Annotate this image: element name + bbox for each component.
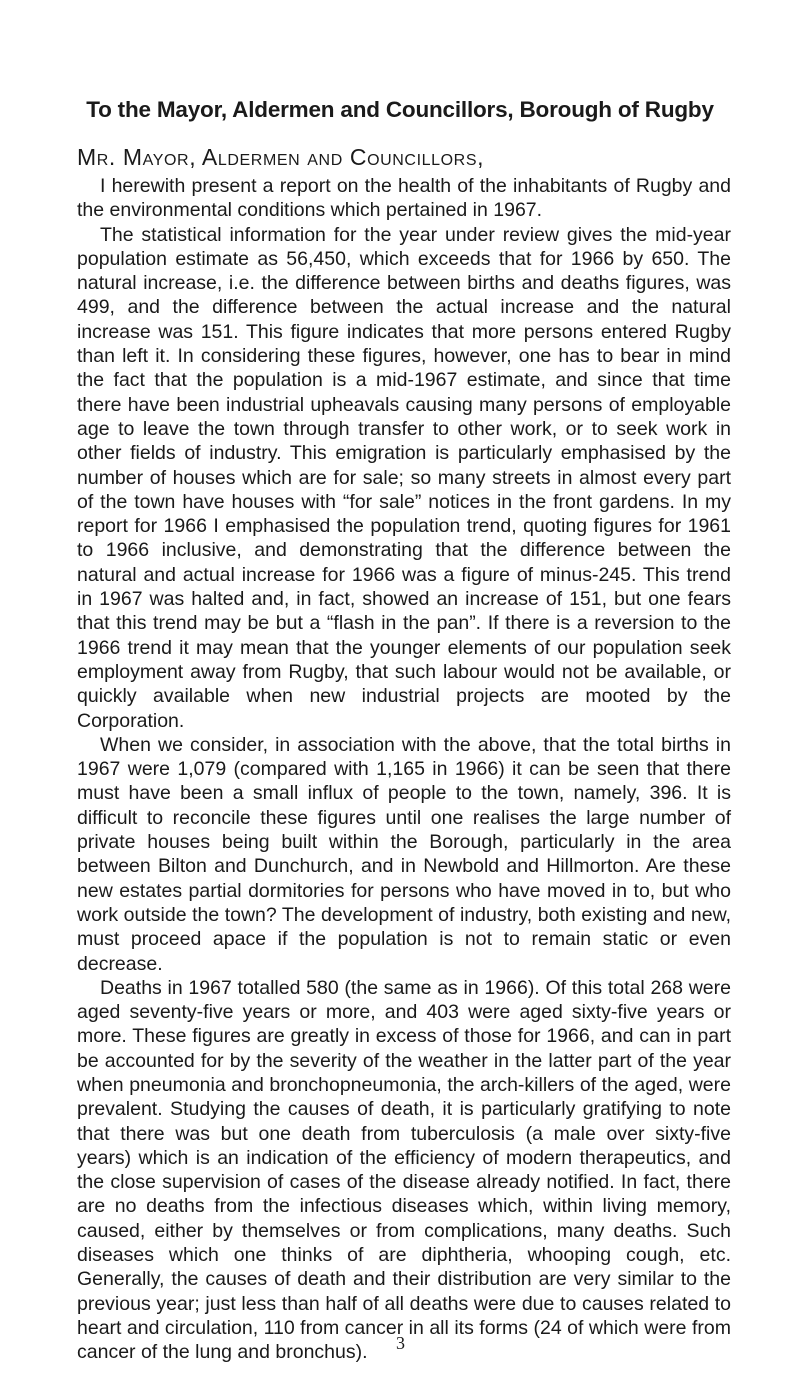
report-body: [77, 174, 731, 1365]
paragraph-introduction: I herewith present a report on the health of the inhabitants of Rugby and the environmental conditions which pertained in 1967.: [77, 175, 731, 222]
page-title: To the Mayor, Aldermen and Councillors, Borough of Rugby: [86, 97, 714, 122]
page-number: 3: [396, 1333, 405, 1353]
paragraph-births: When we consider, in association with the above, that the total births in 1967 were 1,079 (compared with 1,165 in 1966) it can be seen that there must have been a small influx of people to the town, namely, 396. It is difficult to reconcile these figures until one realises the large number of private houses being built within the Borough, particularly in the area between Bilton and Dunchurch, and in Newbold and Hillmorton. Are these new estates partial dormitories for persons who have moved in to, but who work outside the town? The development of industry, both existing and new, must proceed apace if the population is not to remain static or even decrease.: [77, 733, 731, 975]
paragraph-deaths: Deaths in 1967 totalled 580 (the same as in 1966). Of this total 268 were aged seventy-five years or more, and 403 were aged sixty-five years or more. These figures are greatly in excess of those for 1966, and can in part be accounted for by the severity of the weather in the latter part of the year when pneumonia and bronchopneumonia, the arch-killers of the aged, were prevalent. Studying the causes of death, it is particularly gratifying to note that there was but one death from tuberculosis (a male over sixty-five years) which is an indication of the efficiency of modern therapeutics, and the close supervision of cases of the disease already notified. In fact, there are no deaths from the infectious diseases which, within living memory, caused, either by themselves or from complications, many deaths. Such diseases which one thinks of are diphtheria, whooping cough, etc. Generally, the causes of death and their distribution are very similar to the previous year; just less than half of all deaths were due to causes related to heart and circulation, 110 from cancer in all its forms (24 of which were from cancer of the lung and bronchus).: [77, 976, 731, 1364]
paragraph-population: The statistical information for the year under review gives the mid-year population estimate as 56,450, which exceeds that for 1966 by 650. The natural increase, i.e. the difference between births and deaths figures, was 499, and the difference between the actual increase and the natural increase was 151. This figure indicates that more persons entered Rugby than left it. In considering these figures, however, one has to bear in mind the fact that the population is a mid-1967 estimate, and since that time there have been industrial upheavals causing many persons of employable age to leave the town through transfer to other work, or to seek work in other fields of industry. This emigration is particularly emphasised by the number of houses which are for sale; so many streets in almost every part of the town have houses with “for sale” notices in the front gardens. In my report for 1966 I emphasised the population trend, quoting figures for 1961 to 1966 inclusive, and demonstrating that the difference between the natural and actual increase for 1966 was a figure of minus-245. This trend in 1967 was halted and, in fact, showed an increase of 151, but one fears that this trend may be but a “flash in the pan”. If there is a reversion to the 1966 trend it may mean that the younger elements of our population seek employment away from Rugby, that such labour would not be available, or quickly available when new industrial projects are mooted by the Corporation.: [77, 223, 731, 732]
salutation: Mr. Mayor, Aldermen and Councillors,: [77, 144, 485, 170]
